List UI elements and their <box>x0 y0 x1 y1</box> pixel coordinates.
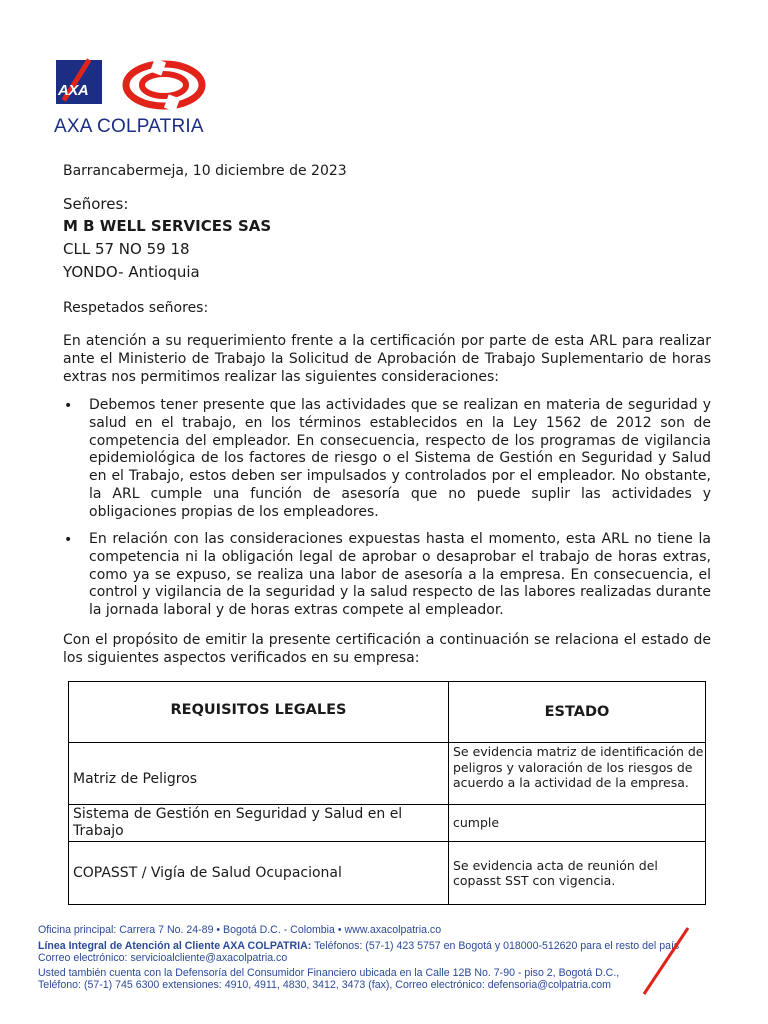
footer-contact-label: Línea Integral de Atención al Cliente AXA COLPATRIA: <box>38 940 312 952</box>
logo-company-name: AXA COLPATRIA <box>54 116 204 137</box>
footer-contact-line <box>38 941 679 952</box>
axa-logo-mark: AXA <box>58 82 89 99</box>
salutation: Señores: <box>63 195 129 213</box>
header-estado: ESTADO <box>449 682 706 743</box>
closing-paragraph: Con el propósito de emitir la presente certificación a continuación se relaciona el estado de los siguientes aspectos verificados en su empresa: <box>63 632 711 666</box>
footer-defensoria: Usted también cuenta con la Defensoría del Consumidor Financiero ubicada en la Calle 12B No. 7-90 - piso 2, Bogotá D.C., <box>38 967 620 979</box>
bullet-item: Debemos tener presente que las actividades que se realizan en materia de seguridad y salud en el trabajo, en los términos establecidos en la Ley 1562 de 2012 son de competencia del empleador. En consecuencia, respecto de los programas de vigilancia epidemiológica de los factores de riesgo o el Sistema de Gestión en Seguridad y Salud en el Trabajo, estos deben ser impulsados y controlados por el empleador. No obstante, la ARL cumple una función de asesoría que no puede suplir las actividades y obligaciones propias de los empleadores. <box>89 397 711 520</box>
requirements-table <box>68 681 706 905</box>
table-row <box>69 743 706 805</box>
footer-email: Correo electrónico: servicioalcliente@axacolpatria.co <box>38 952 288 964</box>
footer-defensoria-phone: Teléfono: (57-1) 745 6300 extensiones: 4910, 4911, 4830, 3412, 3473 (fax), Correo electrónico: defensoria@colpatria.com <box>38 979 611 991</box>
colpatria-swirl-icon <box>122 60 206 110</box>
greeting: Respetados señores: <box>63 300 209 316</box>
bullet-dot: • <box>64 532 73 548</box>
cell-estado: Se evidencia acta de reunión del copasst SST con vigencia. <box>449 842 706 905</box>
bullet-item: En relación con las consideraciones expuestas hasta el momento, esta ARL no tiene la competencia ni la obligación legal de aprobar o desaprobar el trabajo de horas extras, como ya se expuso, se realiza una labor de asesoría a la empresa. En consecuencia, el control y vigilancia de la seguridad y la salud respecto de las labores realizadas durante la jornada laboral y de horas extras compete al empleador. <box>89 531 711 619</box>
cell-estado: Se evidencia matriz de identificación de peligros y valoración de los riesgos de acuerdo a la actividad de la empresa. <box>449 743 706 805</box>
table-header-row <box>69 682 706 743</box>
date-line: Barrancabermeja, 10 diciembre de 2023 <box>63 163 347 179</box>
cell-estado: cumple <box>449 805 706 842</box>
footer-contact-phones: Teléfonos: (57-1) 423 5757 en Bogotá y 018000-512620 para el resto del país <box>311 940 680 952</box>
recipient-company: M B WELL SERVICES SAS <box>63 217 272 235</box>
cell-requisito: Sistema de Gestión en Seguridad y Salud en el Trabajo <box>69 805 449 842</box>
axa-logo-box <box>56 60 102 104</box>
recipient-address: CLL 57 NO 59 18 <box>63 240 190 258</box>
intro-paragraph: En atención a su requerimiento frente a la certificación por parte de esta ARL para realizar ante el Ministerio de Trabajo la Solicitud de Aprobación de Trabajo Suplementario de horas extras nos permitimos realizar las siguientes consideraciones: <box>63 333 711 385</box>
red-slash-icon <box>636 926 696 996</box>
header-requisitos: REQUISITOS LEGALES <box>69 682 449 743</box>
footer-office: Oficina principal: Carrera 7 No. 24-89 • Bogotá D.C. - Colombia • www.axacolpatria.co <box>38 924 442 936</box>
recipient-city: YONDO- Antioquia <box>63 263 200 281</box>
cell-requisito: Matriz de Peligros <box>69 743 449 805</box>
table-row <box>69 805 706 842</box>
axa-colpatria-logo <box>54 58 214 142</box>
cell-requisito: COPASST / Vigía de Salud Ocupacional <box>69 842 449 905</box>
bullet-dot: • <box>64 398 73 414</box>
table-row <box>69 842 706 905</box>
